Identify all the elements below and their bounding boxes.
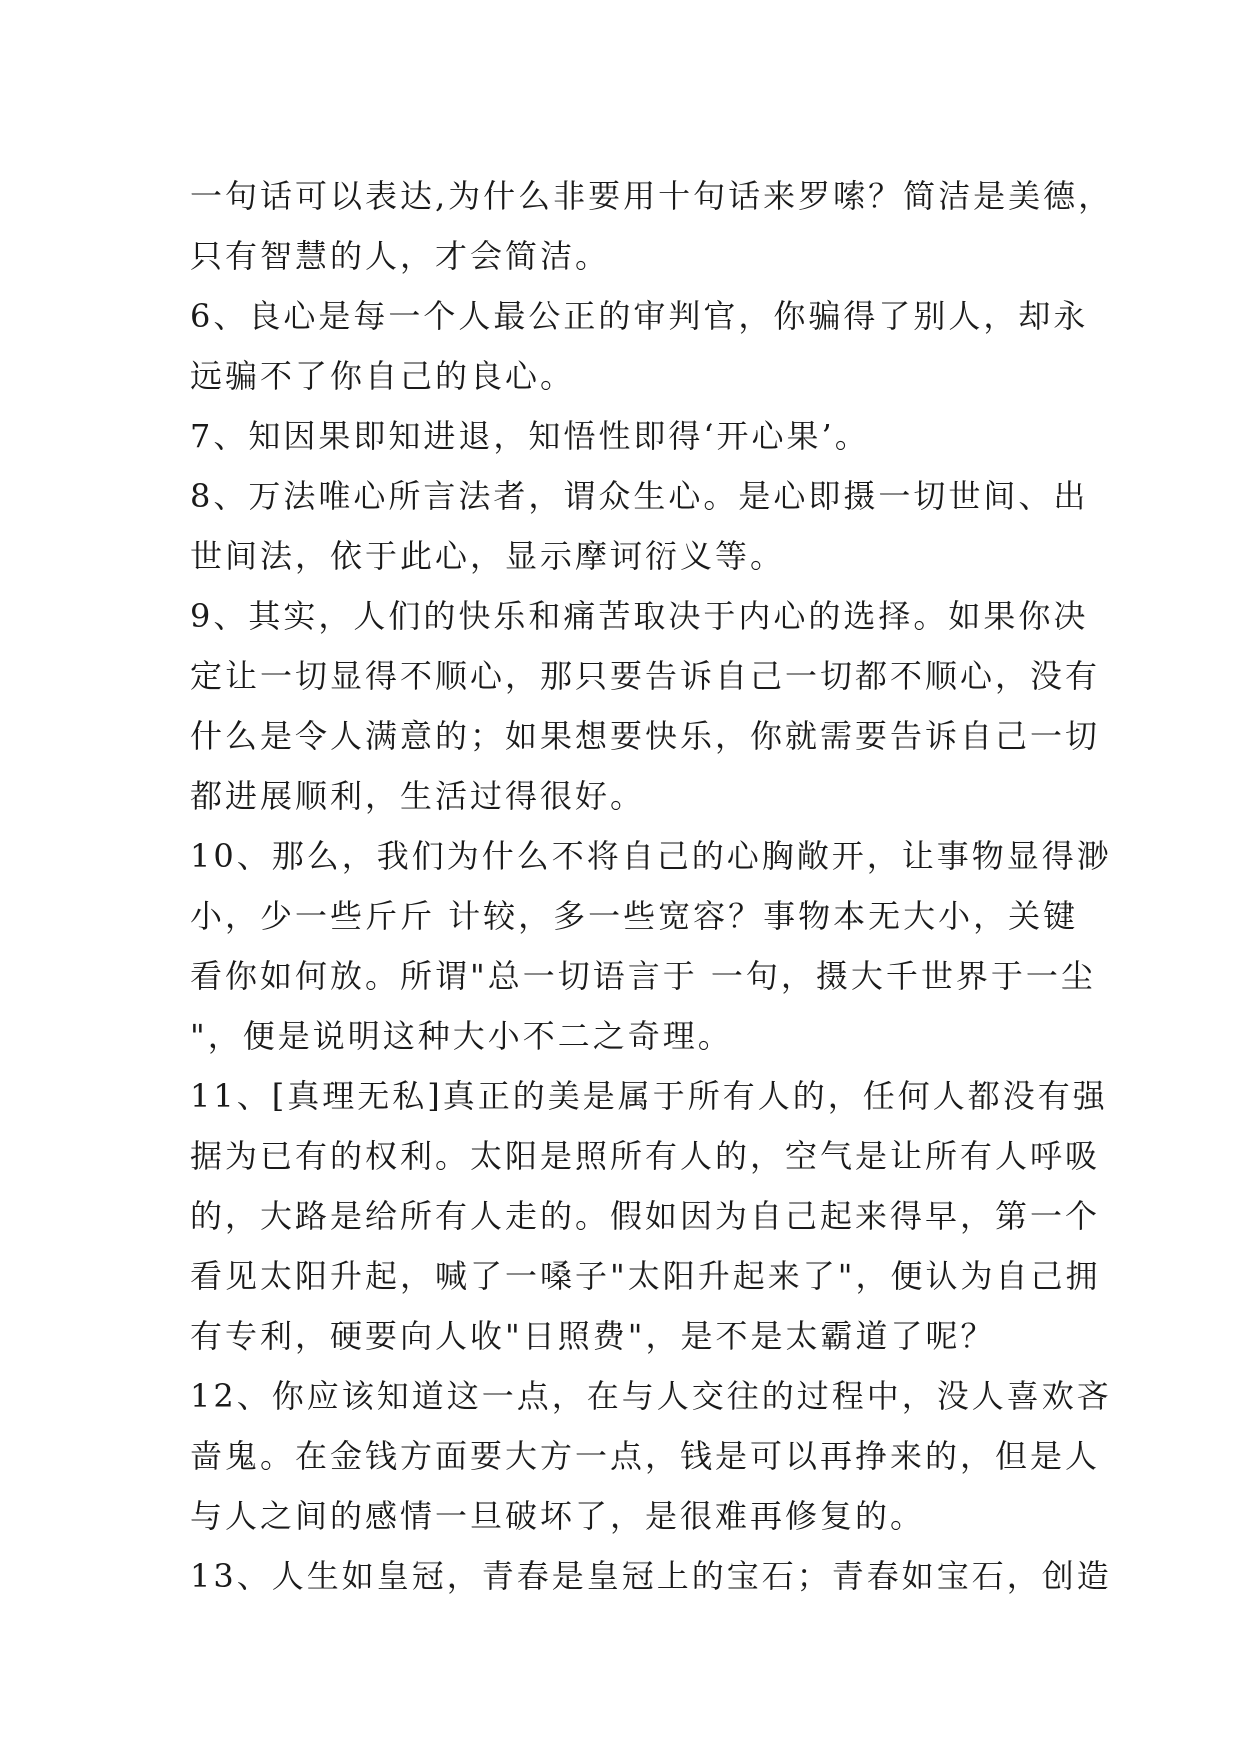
text-line: 小，少一些斤斤 计较，多一些宽容？事物本无大小，关键 — [190, 897, 1079, 935]
text-line: 什么是令人满意的；如果想要快乐，你就需要告诉自己一切 — [190, 717, 1101, 755]
text-line: 10、那么，我们为什么不将自己的心胸敞开，让事物显得渺 — [190, 837, 1112, 875]
text-line: 啬鬼。在金钱方面要大方一点，钱是可以再挣来的，但是人 — [190, 1437, 1101, 1475]
text-line: 有专利，硬要向人收"日照费"，是不是太霸道了呢？ — [190, 1317, 996, 1355]
text-line: 世间法，依于此心，显示摩诃衍义等。 — [190, 537, 786, 575]
text-line: 6、良心是每一个人最公正的审判官，你骗得了别人，却永 — [190, 297, 1089, 335]
text-line: 12、你应该知道这一点，在与人交往的过程中，没人喜欢吝 — [190, 1377, 1112, 1415]
text-line: "，便是说明这种大小不二之奇理。 — [190, 1017, 733, 1055]
text-line: 一句话可以表达,为什么非要用十句话来罗嗦？简洁是美德， — [190, 177, 1114, 215]
text-line: 看见太阳升起，喊了一嗓子"太阳升起来了"，便认为自己拥 — [190, 1257, 1101, 1295]
text-line: 看你如何放。所谓"总一切语言于 一句，摄大千世界于一尘 — [190, 957, 1096, 995]
text-line: 8、万法唯心所言法者，谓众生心。是心即摄一切世间、出 — [190, 477, 1089, 515]
text-line: 只有智慧的人，才会简洁。 — [190, 237, 611, 275]
text-line: 远骗不了你自己的良心。 — [190, 357, 576, 395]
document-body — [190, 166, 1114, 1606]
text-line: 定让一切显得不顺心，那只要告诉自己一切都不顺心，没有 — [190, 657, 1101, 695]
text-line: 与人之间的感情一旦破坏了，是很难再修复的。 — [190, 1497, 926, 1535]
text-line: 7、知因果即知进退，知悟性即得‘开心果’。 — [190, 417, 870, 455]
text-line: 据为已有的权利。太阳是照所有人的，空气是让所有人呼吸 — [190, 1137, 1101, 1175]
text-line: 的，大路是给所有人走的。假如因为自己起来得早，第一个 — [190, 1197, 1101, 1235]
text-line: 11、[真理无私]真正的美是属于所有人的，任何人都没有强 — [190, 1077, 1108, 1115]
text-line: 9、其实，人们的快乐和痛苦取决于内心的选择。如果你决 — [190, 597, 1089, 635]
text-line: 13、人生如皇冠，青春是皇冠上的宝石；青春如宝石，创造 — [190, 1557, 1112, 1595]
text-line: 都进展顺利，生活过得很好。 — [190, 777, 646, 815]
